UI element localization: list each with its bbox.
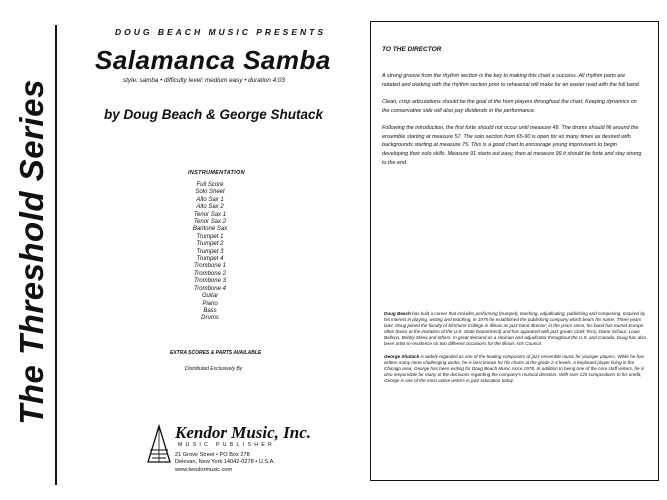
authors: by Doug Beach & George Shutack [104,107,324,122]
publisher-address [175,452,275,474]
list-item: Trumpet 3 [196,248,224,255]
list-item: Solo Sheet [195,189,225,196]
list-item: Trumpet 4 [196,256,224,263]
bio-george [384,354,646,384]
list-item: Trombone 4 [194,285,226,292]
publisher-line: DOUG BEACH MUSIC PRESENTS [115,27,327,37]
list-item: Trumpet 1 [196,233,224,240]
kendor-logo-icon [144,422,174,464]
distributed-note: Distributed Exclusively By [185,366,243,372]
publisher-subtitle: MUSIC PUBLISHER [178,442,276,448]
director-heading: TO THE DIRECTOR [382,46,442,53]
list-item: Drums [201,315,219,322]
page-title: Salamanca Samba [95,45,331,75]
bio-body: has built a career that includes performing (trumpet), teaching, adjudicating, publishing and composing. Inspired by his interest in playing, writing and teaching, in 1975 he established the publishing company which bears his name. Three years later, Doug joined the faculty of Elmhurst College in Illinois as jazz band director; in the years since, his band has toured Europe often (twice at the invitation of the U.S. State Department) and has appeared with jazz greats Clark Terry, Diane Schuur, Louie Bellson, Bobby Shew and others. In great demand as a clinician and adjudicator throughout the U.S. and Canada, Doug has also been artist-in-residence on two different occasions for the Illinois Arts Council. [384,311,647,347]
list-item: Full Score [196,182,224,188]
extra-parts-note: EXTRA SCORES & PARTS AVAILABLE [170,350,262,356]
instrumentation-heading: INSTRUMENTATION [188,170,245,176]
list-item: Bass [203,307,217,314]
list-item: Alto Sax 1 [196,196,224,203]
list-item: Alto Sax 2 [196,204,224,211]
director-paragraph: Following the introduction, the first forte should not occur until measure 49. The drums should fill around the ensemble starting at measure 57. The solo section from 65-90 is open for as many times as desired with backgrounds starting at measure 75. This is a good chart to encourage young improvisers to begin developing their solo skills. Measure 91 starts out easy, then at measure 99 it should be forte and stay strong to the end. [382,124,642,166]
director-paragraph: Clean, crisp articulations should be the goal of the horn players throughout the chart. Keeping dynamics on the conservative side will also pay dividends in the performance. [382,98,637,114]
director-paragraph: A strong groove from the rhythm section is the key to making this chart a success. All rhythm parts are notated and working with the rhythm section prior to rehearsal will make for an easier read with the full band. [382,73,641,88]
cover-page [60,20,360,490]
list-item: Trombone 3 [194,278,226,285]
instrumentation-list [150,182,270,323]
bio-name: Doug Beach [384,311,411,316]
list-item: Tenor Sax 2 [193,219,227,226]
list-item: Piano [202,300,218,307]
list-item: Guitar [201,293,219,300]
bio-name: George Shutack [384,353,420,359]
biographies [384,311,646,390]
list-item: Trumpet 2 [196,241,224,248]
notes-page [370,21,659,481]
bio-doug [384,311,646,348]
address-line: Delevan, New York 14042-0278 • U.S.A. [175,459,275,466]
list-item: Baritone Sax [192,226,228,233]
list-item: Tenor Sax 1 [193,211,227,218]
list-item: Trombone 2 [194,270,226,277]
address-line: 21 Grove Street • PO Box 278 [175,452,250,458]
piece-details: style: samba • difficulty level: medium easy • duration 4:03 [123,77,285,84]
director-notes [382,72,644,176]
publisher-name: Kendor Music, Inc. [175,423,312,442]
series-title: The Threshold Series [13,79,50,425]
list-item: Trombone 1 [194,263,226,270]
bio-body: is widely regarded as one of the leading composers of jazz ensemble music for younger players. While he has written many more challenging works, he is best known for his charts at the grade 2-4 levels. A keyboard player living in the Chicago area, George has been writing for Doug Beach Music since 1978. In addition to being one of the core staff writers, he is also responsible for many of the decisions regarding the company's musical direction. With over 125 compositions to his credit, George is one of the most active writers in jazz education today. [384,353,645,383]
spine-divider [55,25,57,485]
website: www.kendormusic.com [175,466,233,473]
